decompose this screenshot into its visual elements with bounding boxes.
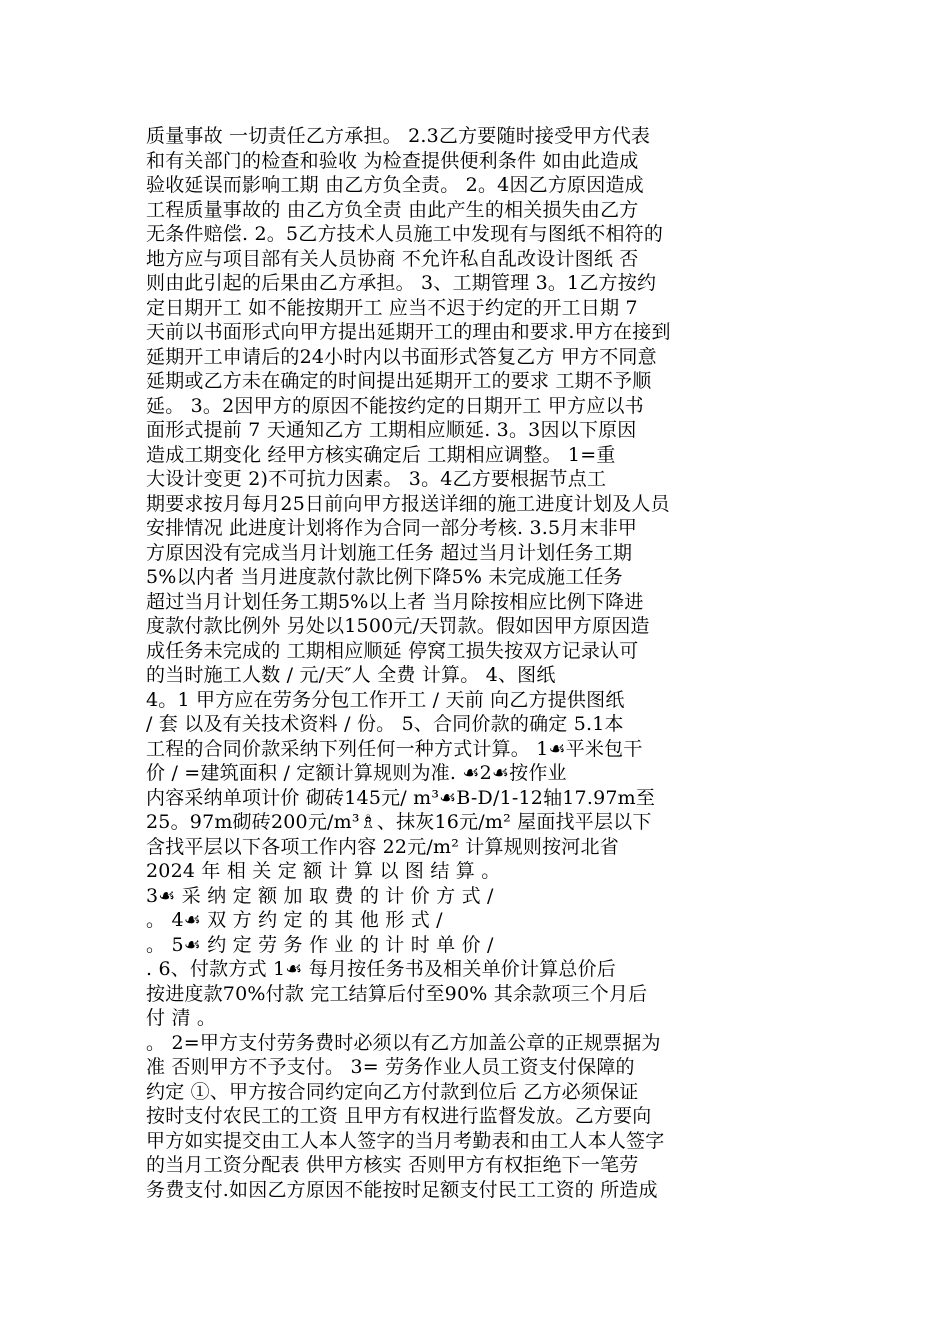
- text-line: 天前以书面形式向甲方提出延期开工的理由和要求.甲方在接到: [146, 321, 671, 343]
- contract-text-block: [146, 124, 808, 1202]
- text-line: 则由此引起的后果由乙方承担。 3、工期管理 3。1乙方按约: [146, 272, 657, 294]
- text-line: 务费支付.如因乙方原因不能按时足额支付民工工资的 所造成: [146, 1178, 658, 1201]
- text-line: 延期开工申请后的24小时内以书面形式答复乙方 甲方不同意: [146, 345, 657, 368]
- text-line: 安排情况 此进度计划将作为合同一部分考核. 3.5月末非甲: [146, 517, 638, 539]
- text-line: 验收延误而影响工期 由乙方负全责。 2。4因乙方原因造成: [146, 174, 644, 196]
- text-line: 期要求按月每月25日前向甲方报送详细的施工进度计划及人员: [146, 492, 670, 515]
- text-line: 和有关部门的检查和验收 为检查提供便利条件 如由此造成: [146, 149, 639, 172]
- text-line: 质量事故 一切责任乙方承担。 2.3乙方要随时接受甲方代表: [146, 125, 651, 147]
- text-line: 方原因没有完成当月计划施工任务 超过当月计划任务工期: [146, 541, 633, 564]
- text-line: / 套 以及有关技术资料 / 份。 5、合同价款的确定 5.1本: [146, 713, 624, 735]
- text-line: 大设计变更 2)不可抗力因素。 3。4乙方要根据节点工: [146, 468, 607, 490]
- text-line: 付 清 。: [146, 1007, 217, 1029]
- text-line: 准 否则甲方不予支付。 3= 劳务作业人员工资支付保障的: [146, 1056, 635, 1078]
- text-line: 工程质量事故的 由乙方负全责 由此产生的相关损失由乙方: [146, 198, 639, 221]
- text-line: 价 / =建筑面积 / 定额计算规则为准. ☙2☙按作业: [146, 762, 567, 784]
- text-line: 按时支付农民工的工资 且甲方有权进行监督发放。乙方要向: [146, 1105, 652, 1127]
- text-line: 超过当月计划任务工期5%以上者 当月除按相应比例下降进: [146, 590, 644, 613]
- text-line: 3☙ 采 纳 定 额 加 取 费 的 计 价 方 式 /: [146, 884, 494, 907]
- text-line: 。 2=甲方支付劳务费时必须以有乙方加盖公章的正规票据为: [146, 1031, 661, 1054]
- text-line: 工程的合同价款采纳下列任何一种方式计算。 1☙平米包干: [146, 737, 643, 760]
- text-line: 约定 ①、甲方按合同约定向乙方付款到位后 乙方必须保证: [146, 1080, 639, 1103]
- text-line: 25。97m砌砖200元/m³♗、抹灰16元/m² 屋面找平层以下: [146, 811, 652, 833]
- text-line: 4。1 甲方应在劳务分包工作开工 / 天前 向乙方提供图纸: [146, 688, 625, 711]
- text-line: 无条件赔偿. 2。5乙方技术人员施工中发现有与图纸不相符的: [146, 223, 664, 245]
- text-line: 造成工期变化 经甲方核实确定后 工期相应调整。 1=重: [146, 443, 616, 466]
- text-line: 甲方如实提交由工人本人签字的当月考勤表和由工人本人签字: [146, 1129, 665, 1152]
- text-line: 的当月工资分配表 供甲方核实 否则甲方有权拒绝下一笔劳: [146, 1154, 639, 1176]
- text-line: 延。 3。2因甲方的原因不能按约定的日期开工 甲方应以书: [146, 394, 644, 417]
- text-line: 度款付款比例外 另处以1500元/天罚款。假如因甲方原因造: [146, 615, 650, 637]
- text-line: 。 4☙ 双 方 约 定 的 其 他 形 式 /: [146, 909, 443, 931]
- text-line: 内容采纳单项计价 砌砖145元/ m³☙B-D/1-12轴17.97m至: [146, 786, 656, 809]
- text-line: 。 5☙ 约 定 劳 务 作 业 的 计 时 单 价 /: [146, 933, 494, 956]
- text-line: 2024 年 相 关 定 额 计 算 以 图 结 算 。: [146, 860, 501, 882]
- text-line: 延期或乙方未在确定的时间提出延期开工的要求 工期不予顺: [146, 370, 652, 392]
- text-line: 成任务未完成的 工期相应顺延 停窝工损失按双方记录认可: [146, 639, 639, 662]
- text-line: 面形式提前 7 天通知乙方 工期相应顺延. 3。3因以下原因: [146, 419, 637, 441]
- text-line: 按进度款70%付款 完工结算后付至90% 其余款项三个月后: [146, 982, 648, 1005]
- text-line: 含找平层以下各项工作内容 22元/m² 计算规则按河北省: [146, 835, 619, 858]
- text-line: 的当时施工人数 / 元/天″人 全费 计算。 4、图纸: [146, 664, 556, 686]
- text-line: . 6、付款方式 1☙ 每月按任务书及相关单价计算总价后: [146, 958, 616, 980]
- text-line: 定日期开工 如不能按期开工 应当不迟于约定的开工日期 7: [146, 296, 638, 319]
- text-line: 5%以内者 当月进度款付款比例下降5% 未完成施工任务: [146, 566, 623, 588]
- text-line: 地方应与项目部有关人员协商 不允许私自乱改设计图纸 否: [146, 247, 639, 270]
